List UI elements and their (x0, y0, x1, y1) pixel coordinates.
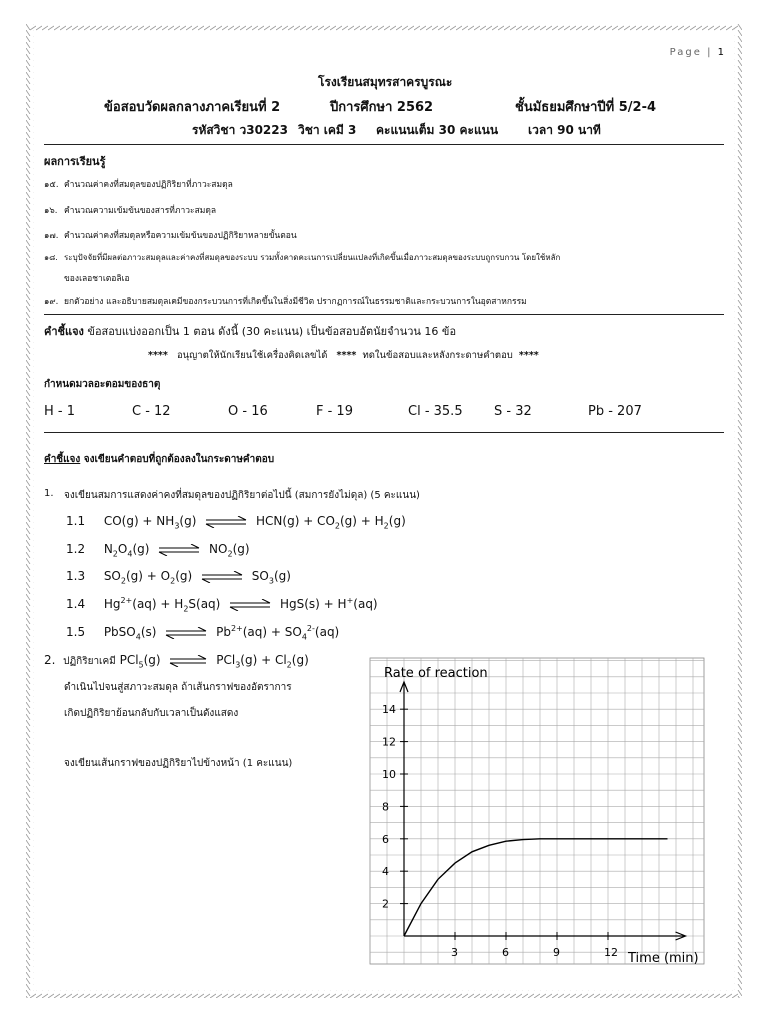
outcome-item (44, 177, 233, 191)
sub-question-number: 1.2 (66, 542, 86, 556)
equilibrium-arrow-icon (164, 627, 208, 639)
instructions-line (44, 322, 456, 340)
outcome-item (44, 251, 561, 264)
atomic-mass-item: F - 19 (316, 404, 353, 419)
page-number: Page | 1 (669, 47, 726, 58)
atomic-mass-item: Cl - 35.5 (408, 404, 463, 419)
outcome-num: ๑๕. (44, 180, 59, 190)
question-number: 1. (44, 488, 54, 499)
y-tick-label: 12 (382, 735, 396, 749)
header-rule (44, 144, 724, 145)
equation-1-4: 1.4 $Hg^{2+}(aq) + H_2S(aq) HgS(s) + H^+(aq)$ (66, 596, 378, 614)
y-tick-label: 4 (382, 865, 389, 879)
question-2-line-2: ดำเนินไปจนสู่สภาวะสมดุล ถ้าเส้นกราฟของอัตราการ (64, 682, 292, 693)
question-2-line-3: เกิดปฏิกิริยาย้อนกลับกับเวลาเป็นดังแสดง (64, 708, 239, 719)
atomic-mass-item: Pb - 207 (588, 404, 642, 419)
x-axis-label: Time (min) (628, 951, 699, 966)
question-1 (44, 488, 420, 501)
equilibrium-arrow-icon (204, 516, 248, 528)
section-text: จงเขียนคำตอบที่ถูกต้องลงในกระดาษคำตอบ (83, 454, 275, 465)
y-tick-label: 2 (382, 897, 389, 911)
atomic-mass-item: S - 32 (494, 404, 532, 419)
section-label: คำชี้แจง (44, 454, 81, 465)
equation-1-1: 1.1 $CO(g) + NH_3(g) HCN(g) + CO_2(g) + H_2(g)$ (66, 514, 406, 531)
rate-time-graph (352, 650, 714, 970)
x-tick-label: 12 (604, 946, 618, 959)
stars-marker: **** (148, 350, 168, 361)
time-limit: เวลา 90 นาที (528, 123, 601, 137)
stars-marker: **** (336, 350, 357, 361)
grade-level: ชั้นมัธยมศึกษาปีที่ 5/2-4 (515, 100, 657, 115)
y-axis-label: Rate of reaction (384, 666, 488, 681)
outcome-item (44, 294, 527, 308)
outcome-item (44, 203, 217, 217)
outcome-text: ระบุปัจจัยที่มีผลต่อภาวะสมดุลและค่าคงที่สมดุลของระบบ รวมทั้งคาดคะเนการเปลี่ยนแปลงที่เกิดขึ้นเมื่อภาวะสมดุลของระบบถูกรบกวน โดยใช้หลัก (64, 253, 561, 262)
course-code: รหัสวิชา ว30223 (192, 123, 288, 137)
section-instruction (44, 452, 274, 467)
outcome-num: ๑๙. (44, 297, 59, 307)
exam-title: ข้อสอบวัดผลกลางภาคเรียนที่ 2 (104, 100, 281, 115)
scratch-note: ทดในข้อสอบและหลังกระดาษคำตอบ (362, 350, 513, 361)
question-text: ปฏิกิริยาเคมี (63, 656, 116, 667)
question-2-line-1: 2. ปฏิกิริยาเคมี PCl$_5$(g) $PCl_3(g) + Cl_2(g)$ (44, 653, 309, 670)
atomic-mass-title: กำหนดมวลอะตอมของธาตุ (44, 379, 161, 390)
outcomes-rule (44, 314, 724, 315)
page-label: Page (669, 47, 702, 58)
school-name: โรงเรียนสมุทรสาครบูรณะ (318, 75, 453, 89)
instructions-text: ข้อสอบแบ่งออกเป็น 1 ตอน ดังนี้ (30 คะแนน) เป็นข้อสอบอัตนัยจำนวน 16 ข้อ (87, 325, 457, 338)
sub-question-number: 1.4 (66, 597, 86, 611)
outcome-text: คำนวณค่าคงที่สมดุลหรือความเข้มข้นของปฏิกิริยาหลายขั้นตอน (64, 231, 297, 241)
page-number-value: 1 (717, 47, 726, 58)
question-number: 2. (44, 653, 56, 667)
equilibrium-arrow-icon (200, 571, 244, 583)
outcome-text: คำนวณความเข้มข้นของสารที่ภาวะสมดุล (64, 206, 217, 216)
graph-grid (370, 658, 704, 964)
equation-1-3: 1.3 $SO_2(g) + O_2(g)$ $SO_3(g)$ (66, 569, 291, 586)
equilibrium-arrow-icon (157, 544, 201, 556)
calculator-note: อนุญาตให้นักเรียนใช้เครื่องคิดเลขได้ (176, 350, 328, 361)
outcome-num: ๑๗. (44, 231, 59, 241)
outcome-item (44, 228, 297, 242)
sub-question-number: 1.5 (66, 625, 86, 639)
graph-frame (370, 658, 704, 964)
outcome-text: ยกตัวอย่าง และอธิบายสมดุลเคมีของกระบวนการที่เกิดขึ้นในสิ่งมีชีวิต ปรากฏการณ์ในธรรมชาติและกระบวนการในอุตสาหกรรม (64, 297, 527, 307)
equation-1-5: 1.5 PbSO$_4$(s) $Pb^{2+}(aq) + SO_4^{2-}(aq)$ (66, 624, 340, 642)
y-tick-label: 10 (382, 768, 396, 781)
question-2-line-4: จงเขียนเส้นกราฟของปฏิกิริยาไปข้างหน้า (1 คะแนน) (64, 758, 293, 769)
y-tick-label: 14 (382, 703, 396, 717)
outcome-num: ๑๖. (44, 206, 58, 216)
graph-axes (400, 682, 686, 940)
x-tick-label: 3 (451, 946, 458, 959)
sub-question-number: 1.3 (66, 569, 86, 583)
x-tick-label: 9 (553, 946, 560, 959)
atomic-mass-item: O - 16 (228, 404, 268, 419)
equilibrium-arrow-icon (168, 655, 208, 667)
outcomes-title: ผลการเรียนรู้ (44, 155, 106, 168)
outcome-text: คำนวณค่าคงที่สมดุลของปฏิกิริยาที่ภาวะสมดุล (64, 180, 233, 190)
outcome-continuation: ของเลอชาเตอลิเอ (64, 274, 130, 284)
academic-year: ปีการศึกษา 2562 (330, 100, 434, 115)
equilibrium-arrow-icon (228, 599, 272, 611)
instructions-label: คำชี้แจง (44, 325, 84, 338)
atomic-mass-item: H - 1 (44, 404, 76, 419)
question-text: จงเขียนสมการแสดงค่าคงที่สมดุลของปฏิกิริยาต่อไปนี้ (สมการยังไม่ดุล) (5 คะแนน) (64, 490, 420, 501)
x-tick-label: 6 (502, 946, 509, 959)
y-tick-label: 8 (382, 800, 389, 814)
subject-name: วิชา เคมี 3 (298, 123, 357, 137)
instructions-notes (148, 348, 539, 363)
masses-rule (44, 432, 724, 433)
outcome-num: ๑๘. (44, 253, 58, 262)
y-tick-label: 6 (382, 832, 389, 846)
equation-1-2: 1.2 $N_2O_4(g)$ $NO_2(g)$ (66, 542, 250, 559)
atomic-mass-item: C - 12 (132, 404, 171, 419)
sub-question-number: 1.1 (66, 514, 86, 528)
full-score: คะแนนเต็ม 30 คะแนน (376, 123, 499, 137)
stars-marker: **** (518, 350, 539, 361)
